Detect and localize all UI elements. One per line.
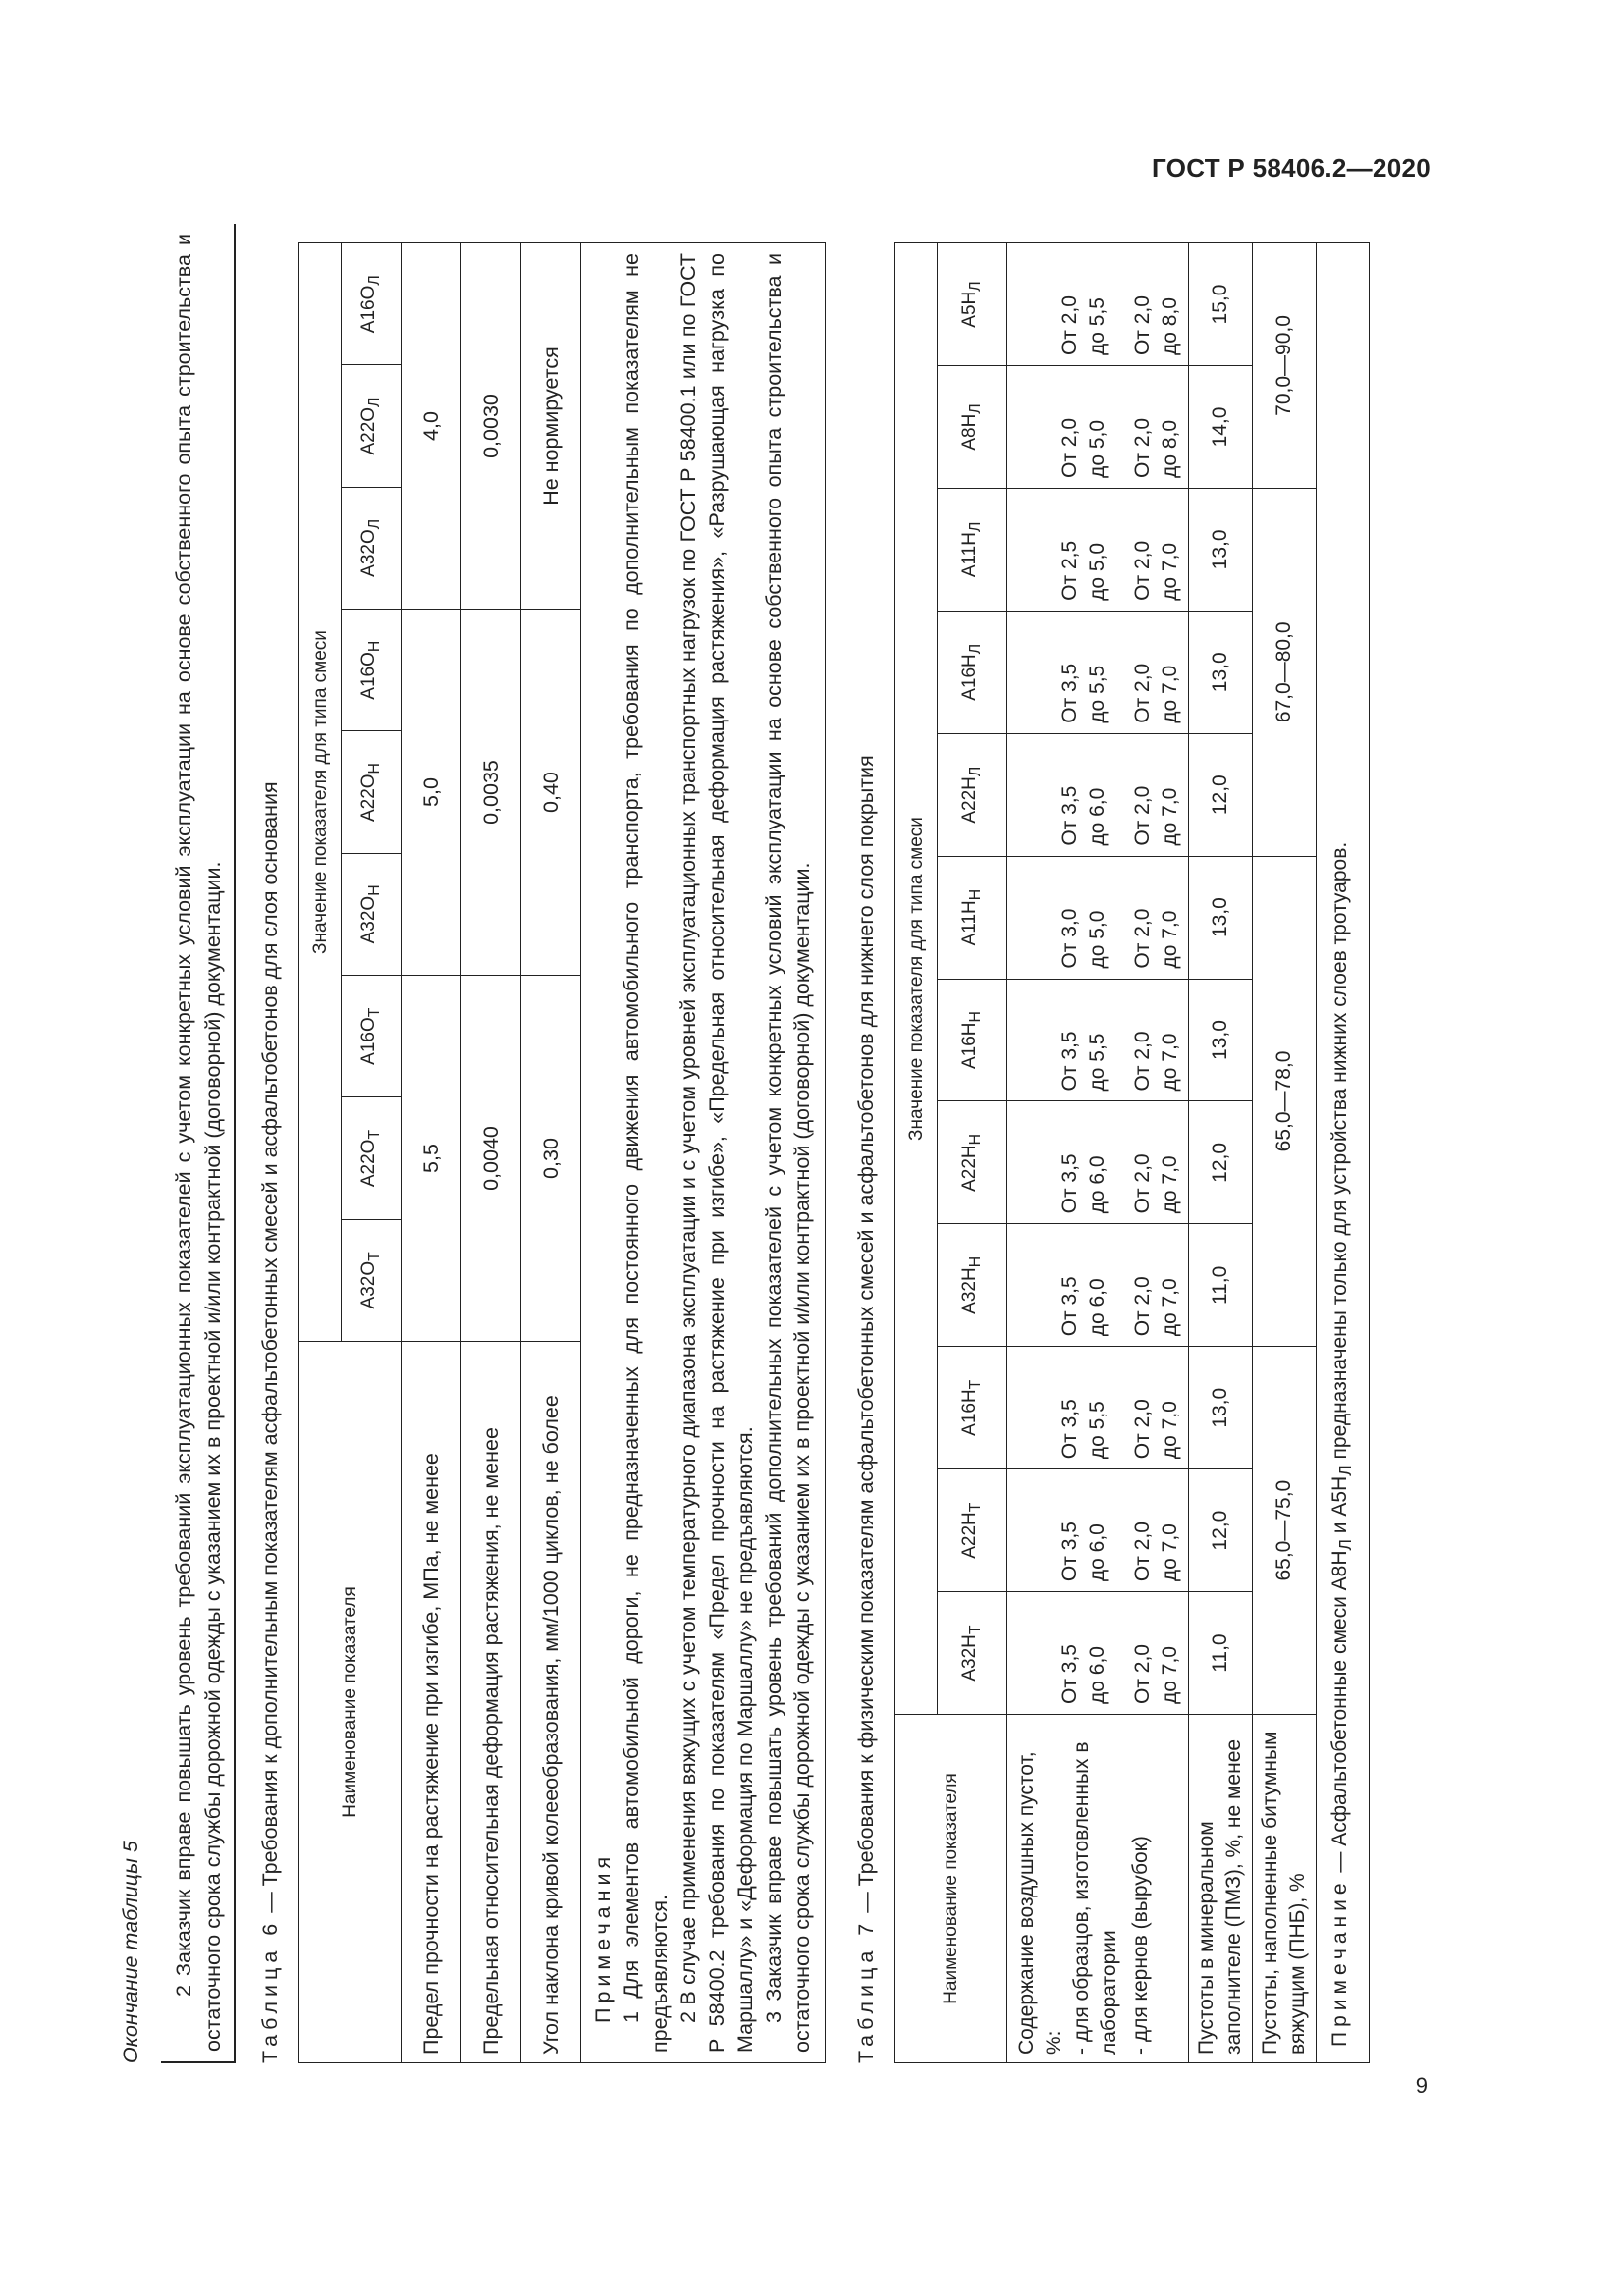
table7-note-sub: Л xyxy=(1335,1465,1356,1476)
table6-notes-heading: Примечания xyxy=(591,1851,615,2023)
page-number: 9 xyxy=(1415,2073,1428,2098)
table7-cell: От 2,0 до 7,0 xyxy=(1125,1224,1189,1347)
table7-cell: От 3,5 до 6,0 xyxy=(1007,733,1126,856)
table-row xyxy=(521,243,581,2063)
table6-header-name: Наименование показателя xyxy=(299,1342,402,2063)
table7-cell: От 2,0 до 5,0 xyxy=(1007,366,1126,489)
table6-notes xyxy=(581,243,826,2063)
table6-row-name: Угол наклона кривой колееобразования, мм/1000 циклов, не более xyxy=(521,1342,581,2063)
table7-header-group: Значение показателя для типа смеси xyxy=(895,243,938,1715)
table7-column-header: $А22Н_Т$ xyxy=(938,1469,1007,1592)
table7 xyxy=(894,242,1370,2063)
table7-note-sub: Л xyxy=(1335,1539,1356,1551)
table6-column-header: $А32О_Л$ xyxy=(342,487,402,609)
table6-column-header: $А16О_Т$ xyxy=(342,976,402,1097)
table-row xyxy=(1125,243,1189,2063)
table7-cell: От 2,0 до 8,0 xyxy=(1125,243,1189,366)
table6-cell: 5,5 xyxy=(402,976,461,1342)
table7-column-header: $А16Н_Л$ xyxy=(938,611,1007,733)
table7-cell: От 2,0 до 7,0 xyxy=(1125,1469,1189,1592)
table7-cell: От 3,5 до 6,0 xyxy=(1007,1592,1126,1715)
table7-cell: От 2,0 до 7,0 xyxy=(1125,488,1189,611)
table6-cell: Не нормируется xyxy=(521,243,581,610)
table7-cell: 13,0 xyxy=(1189,979,1253,1101)
table7-air-voids-title: Содержание воздушных пустот, %: xyxy=(1015,1751,1065,2055)
table6-caption xyxy=(255,228,285,2063)
table6-column-header: $А32О_Т$ xyxy=(342,1219,402,1341)
table6-column-header: $А22О_Л$ xyxy=(342,365,402,487)
table7-cell: От 3,0 до 5,0 xyxy=(1007,856,1126,979)
table7-cell: 14,0 xyxy=(1189,366,1253,489)
table7-note xyxy=(1317,243,1370,2063)
table7-cell: 70,0—90,0 xyxy=(1253,243,1317,489)
table5-note-block xyxy=(161,224,236,2063)
table6-cell: 5,0 xyxy=(402,610,461,976)
table7-cell: 12,0 xyxy=(1189,733,1253,856)
table7-cell: 11,0 xyxy=(1189,1592,1253,1715)
table7-cell: От 2,0 до 7,0 xyxy=(1125,856,1189,979)
table6-column-header: $А16О_Л$ xyxy=(342,243,402,365)
table6-header-group: Значение показателя для типа смеси xyxy=(299,243,342,1342)
table-row xyxy=(402,243,461,2063)
table6-column-header: $А32О_Н$ xyxy=(342,853,402,975)
table7-cell: 11,0 xyxy=(1189,1224,1253,1347)
table-row xyxy=(1189,243,1253,2063)
table7-column-header: $А11Н_Л$ xyxy=(938,488,1007,611)
table7-cell: 12,0 xyxy=(1189,1469,1253,1592)
table7-column-header: $А5Н_Л$ xyxy=(938,243,1007,366)
table7-column-header: $А8Н_Л$ xyxy=(938,366,1007,489)
table7-cell: 65,0—75,0 xyxy=(1253,1347,1317,1715)
table7-caption xyxy=(851,228,881,2063)
table6-note-2: 2 В случае применения вяжущих с учетом температурного диапазона эксплуатации и с учетом уровней эксплуатационных транспортных нагрузок по ГОСТ Р 58400.1 или по ГОСТ Р 58400.2 требования по показателям «Предел прочности на растяжение при изгибе», «Предельная относительная деформация растяжения», «Разрушающая нагрузка по Маршаллу» и «Деформация по Маршаллу» не предъявляются. xyxy=(677,253,757,2053)
table6-cell: 0,0030 xyxy=(461,243,521,610)
table7-cell: От 2,0 до 5,5 xyxy=(1007,243,1126,366)
table7-cell: От 3,5 до 6,0 xyxy=(1007,1101,1126,1224)
table7-cell: От 3,5 до 5,5 xyxy=(1007,979,1126,1101)
rotated-content xyxy=(108,228,1429,2063)
table7-pnb-row-name: Пустоты, наполненные битумным вяжущим (ПНБ), % xyxy=(1253,1715,1317,2063)
table7-cell: От 2,0 до 7,0 xyxy=(1125,979,1189,1101)
table7-cell: 15,0 xyxy=(1189,243,1253,366)
table7-cell: От 2,0 до 7,0 xyxy=(1125,1592,1189,1715)
document-standard-header: ГОСТ Р 58406.2—2020 xyxy=(1152,153,1431,183)
table7-lab-row-name: - для образцов, изготовленных в лаборатории xyxy=(1070,1741,1120,2055)
table7-cell: От 3,5 до 5,5 xyxy=(1007,1347,1126,1469)
table7-note-text: — Асфальтобетонные смеси А8Н xyxy=(1328,1550,1351,1879)
table7-cell: От 3,5 до 6,0 xyxy=(1007,1224,1126,1347)
table5-continuation-label: Окончание таблицы 5 xyxy=(119,1841,142,2063)
table7-cell: От 2,0 до 7,0 xyxy=(1125,611,1189,733)
table6-row-name: Предельная относительная деформация растяжения, не менее xyxy=(461,1342,521,2063)
table7-cell: От 3,5 до 6,0 xyxy=(1007,1469,1126,1592)
table7-core-row-name: - для кернов (вырубок) xyxy=(1125,1715,1189,2063)
table7-note-text: предназначены только для устройства нижних слоев тротуаров. xyxy=(1328,841,1351,1466)
table7-column-header: $А32Н_Т$ xyxy=(938,1592,1007,1715)
table7-air-voids-name xyxy=(1007,1715,1126,2063)
table6-caption-label: Таблица 6 xyxy=(258,1918,282,2063)
table7-cell: От 2,0 до 7,0 xyxy=(1125,1101,1189,1224)
table7-column-header: $А22Н_Л$ xyxy=(938,733,1007,856)
table7-caption-label: Таблица 7 xyxy=(854,1918,878,2063)
table7-cell: От 3,5 до 5,5 xyxy=(1007,611,1126,733)
table6-cell: 0,0040 xyxy=(461,976,521,1342)
table7-column-header: $А22Н_Н$ xyxy=(938,1101,1007,1224)
table5-note-2: 2 Заказчик вправе повышать уровень требований эксплуатационных показателей с учетом конкретных условий эксплуатации на основе собственного опыта строительства и остаточного срока службы дорожной одежды с указанием их в проектной и/или контрактной (договорной) документации. xyxy=(172,234,225,2052)
table7-cell: От 2,0 до 7,0 xyxy=(1125,1347,1189,1469)
table7-header-name: Наименование показателя xyxy=(895,1715,1007,2063)
table6-column-header: $А22О_Н$ xyxy=(342,731,402,853)
table7-cell: 67,0—80,0 xyxy=(1253,488,1317,856)
table7-column-header: $А16Н_Н$ xyxy=(938,979,1007,1101)
table6-cell: 0,30 xyxy=(521,976,581,1342)
table6-cell: 0,0035 xyxy=(461,610,521,976)
table6-column-header: $А16О_Н$ xyxy=(342,610,402,731)
table7-pmz-row-name: Пустоты в минеральном заполнителе (ПМЗ), %, не менее xyxy=(1189,1715,1253,2063)
table6-note-1: 1 Для элементов автомобильной дороги, не предназначенных для постоянного движения автомобильного транспорта, требования по дополнительным показателям не предъявляются. xyxy=(620,253,672,2053)
table-row xyxy=(1007,243,1126,2063)
table7-caption-text: — Требования к физическим показателям асфальтобетонных смесей и асфальтобетонов для нижнего слоя покрытия xyxy=(854,755,878,1919)
table7-column-header: $А11Н_Н$ xyxy=(938,856,1007,979)
table6-cell: 4,0 xyxy=(402,243,461,610)
table6-cell: 0,40 xyxy=(521,610,581,976)
table7-column-header: $А32Н_Н$ xyxy=(938,1224,1007,1347)
table7-cell: От 2,0 до 8,0 xyxy=(1125,366,1189,489)
table7-cell: От 2,0 до 7,0 xyxy=(1125,733,1189,856)
table6-note-3: 3 Заказчик вправе повышать уровень требований дополнительных показателей с учетом конкретных условий эксплуатации на основе собственного опыта строительства и остаточного срока службы дорожной одежды с указанием их в проектной и/или контрактной (договорной) документации. xyxy=(762,253,814,2053)
table7-cell: 12,0 xyxy=(1189,1101,1253,1224)
table7-note-label: Примечание xyxy=(1328,1878,1351,2047)
table7-cell: 13,0 xyxy=(1189,488,1253,611)
table6-row-name: Предел прочности на растяжение при изгибе, МПа, не менее xyxy=(402,1342,461,2063)
table-row xyxy=(461,243,521,2063)
table6-column-header: $А22О_Т$ xyxy=(342,1097,402,1219)
table7-cell: 13,0 xyxy=(1189,856,1253,979)
table7-cell: 65,0—78,0 xyxy=(1253,856,1317,1347)
table6-caption-text: — Требования к дополнительным показателям асфальтобетонных смесей и асфальтобетонов для слоя основания xyxy=(258,781,282,1919)
table7-cell: 13,0 xyxy=(1189,1347,1253,1469)
table6 xyxy=(298,242,826,2063)
table7-note-text: и А5Н xyxy=(1328,1475,1351,1540)
table7-cell: От 2,5 до 5,0 xyxy=(1007,488,1126,611)
table7-cell: 13,0 xyxy=(1189,611,1253,733)
table7-column-header: $А16Н_Т$ xyxy=(938,1347,1007,1469)
table-row xyxy=(1253,243,1317,2063)
